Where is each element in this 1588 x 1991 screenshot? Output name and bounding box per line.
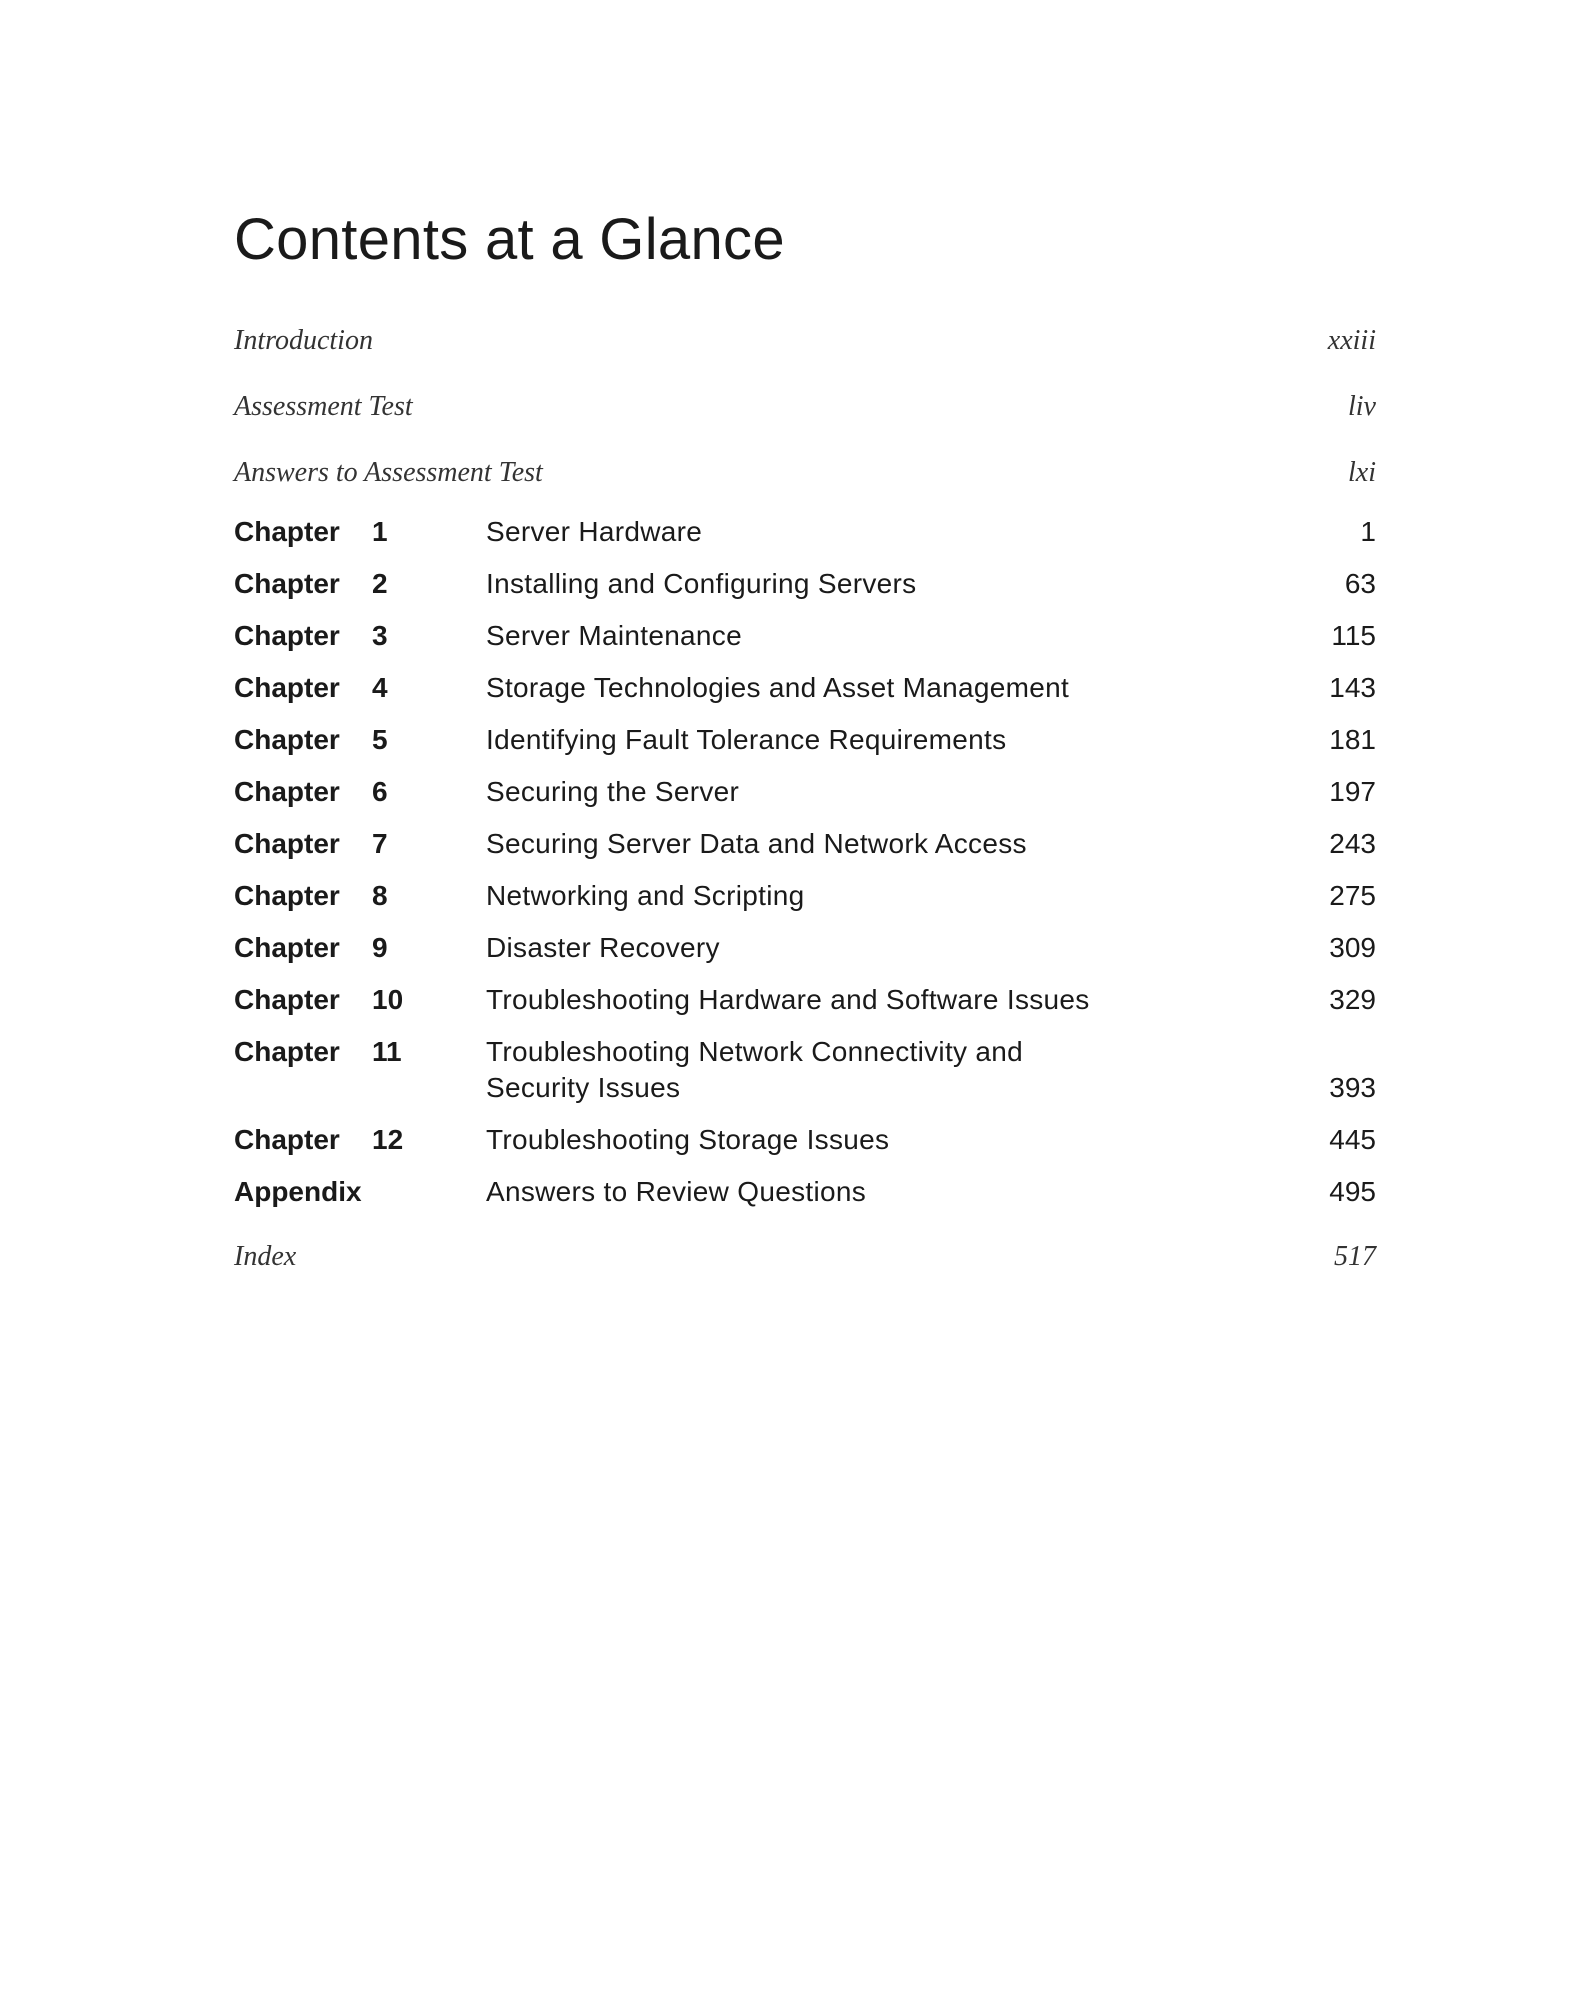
chapter-title: Securing Server Data and Network Access [486,828,1027,859]
chapter-number: 2 [372,568,388,599]
chapter-number: 7 [372,828,388,859]
index-page: 517 [1334,1241,1376,1272]
page-title: Contents at a Glance [234,207,785,272]
chapter-row[interactable] [234,662,1376,714]
chapter-page: 393 [1329,1072,1376,1103]
chapter-word: Chapter [234,568,340,599]
chapter-number: 4 [372,672,388,703]
chapter-page: 115 [1331,620,1376,651]
index-label: Index [234,1241,297,1272]
chapter-number: 8 [372,880,388,911]
chapter-page: 329 [1329,984,1376,1015]
chapter-row[interactable] [234,922,1376,974]
chapter-row[interactable] [234,870,1376,922]
chapter-page: 197 [1329,776,1376,807]
chapter-title: Disaster Recovery [486,932,720,963]
chapter-page: 181 [1329,724,1376,755]
chapter-row[interactable] [234,506,1376,558]
front-matter-page: xxiii [1327,325,1376,356]
chapter-page: 63 [1344,568,1376,599]
chapter-title: Networking and Scripting [486,880,805,911]
chapter-number: 12 [372,1124,404,1155]
front-matter-label: Answers to Assessment Test [234,457,543,488]
chapter-number: 6 [372,776,388,807]
chapter-word: Chapter [234,724,340,755]
chapter-title: Server Maintenance [486,620,742,651]
chapter-word: Chapter [234,776,340,807]
index-row[interactable] [234,1224,1376,1290]
chapter-title: Securing the Server [486,776,740,807]
front-matter-label: Assessment Test [234,391,413,422]
chapter-title: Troubleshooting Network Connectivity and Security Issues [486,1036,1024,1103]
chapter-page: 1 [1360,516,1376,547]
chapter-page: 243 [1329,828,1376,859]
chapter-row[interactable] [234,1026,1376,1114]
appendix-title: Answers to Review Questions [486,1176,867,1207]
chapter-word: Chapter [234,516,340,547]
chapter-number: 10 [372,984,404,1015]
contents-page [234,200,1376,1290]
front-matter-row[interactable] [234,308,1376,374]
chapter-row[interactable] [234,1114,1376,1166]
chapter-title: Troubleshooting Hardware and Software Issues [486,984,1090,1015]
chapter-row[interactable] [234,714,1376,766]
chapter-number: 9 [372,932,388,963]
chapter-page: 309 [1329,932,1376,963]
chapter-page: 445 [1329,1124,1376,1155]
chapter-word: Chapter [234,984,340,1015]
chapter-word: Chapter [234,672,340,703]
appendix-page: 495 [1329,1176,1376,1207]
chapter-word: Chapter [234,880,340,911]
chapter-row[interactable] [234,766,1376,818]
chapter-number: 11 [372,1036,402,1067]
chapter-row[interactable] [234,818,1376,870]
chapter-number: 3 [372,620,388,651]
chapter-word: Chapter [234,1036,340,1067]
chapter-title: Troubleshooting Storage Issues [486,1124,890,1155]
chapter-title: Storage Technologies and Asset Management [486,672,1070,703]
chapter-word: Chapter [234,1124,340,1155]
front-matter-row[interactable] [234,440,1376,506]
chapter-title: Installing and Configuring Servers [486,568,917,599]
front-matter-row[interactable] [234,374,1376,440]
chapter-row[interactable] [234,974,1376,1026]
front-matter-label: Introduction [234,325,373,356]
appendix-row[interactable] [234,1166,1376,1218]
front-matter-page: liv [1348,391,1376,422]
front-matter-page: lxi [1348,457,1376,488]
chapter-word: Chapter [234,620,340,651]
chapter-title: Server Hardware [486,516,703,547]
chapter-page: 275 [1329,880,1376,911]
chapter-word: Chapter [234,828,340,859]
chapter-title: Identifying Fault Tolerance Requirements [486,724,1007,755]
chapter-number: 5 [372,724,388,755]
chapter-page: 143 [1329,672,1376,703]
chapter-number: 1 [372,516,388,547]
chapter-word: Chapter [234,932,340,963]
chapter-row[interactable] [234,558,1376,610]
chapter-row[interactable] [234,610,1376,662]
appendix-word: Appendix [234,1176,362,1207]
